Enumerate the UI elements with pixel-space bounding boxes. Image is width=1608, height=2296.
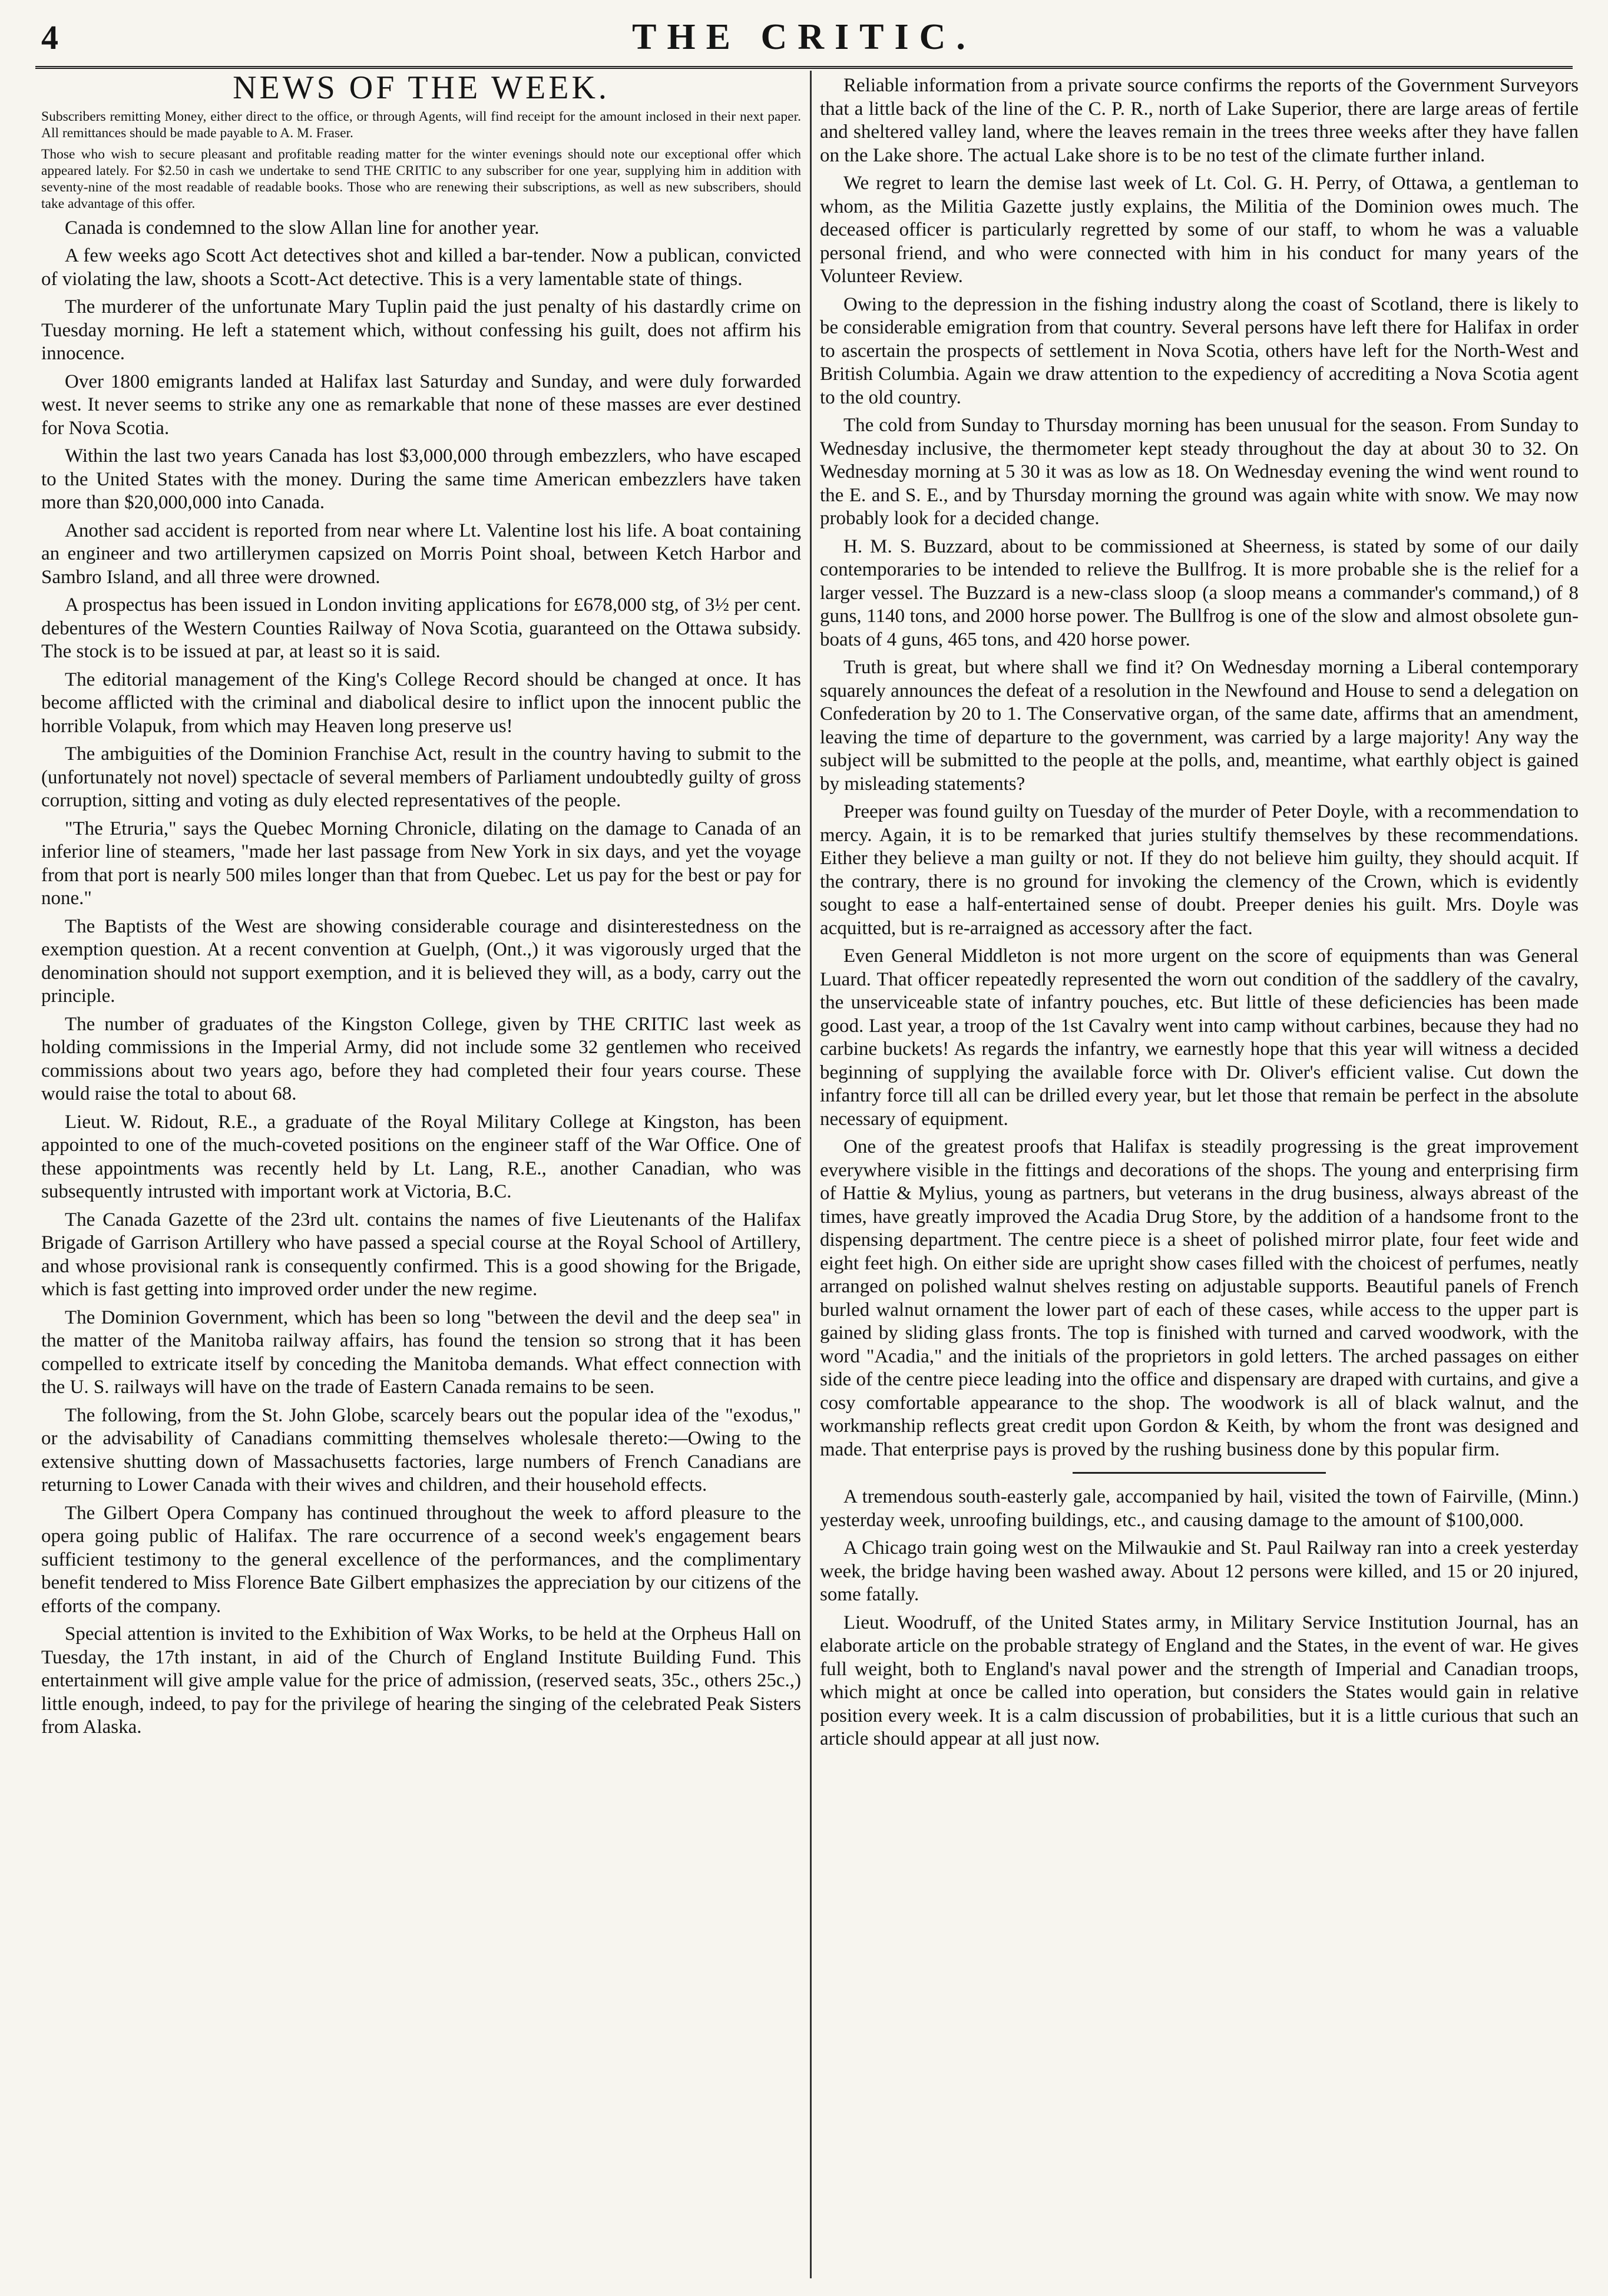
- news-item: We regret to learn the demise last week of Lt. Col. G. H. Perry, of Ottawa, a gentleman to whom, as the Militia Gazette justly explains, the Militia of the Dominion owes much. The deceased officer is particularly regretted by some of our staff, to whom he was a valuable personal friend, and who were connected with him in his conduct for many years of the Volunteer Review.: [820, 173, 1579, 287]
- news-item: Preeper was found guilty on Tuesday of the murder of Peter Doyle, with a recommendation to mercy. Again, it is to be remarked that juries stultify themselves by these recommendations. Either they believe a man guilty or not. If they do not believe him guilty, they should acquit. If the contrary, there is no ground for invoking the clemency of the Crown, which is evidently sought to ease a half-entertained sense of doubt. Preeper denies his guilt. Mrs. Doyle was acquitted, but is re-arraigned as accessory after the fact.: [820, 801, 1579, 939]
- news-item: A tremendous south-easterly gale, accompanied by hail, visited the town of Fairville, (Minn.) yesterday week, unroofing buildings, etc., and causing damage to the amount of $100,000.: [820, 1486, 1579, 1531]
- news-item: A prospectus has been issued in London inviting applications for £678,000 stg, of 3½ per cent. debentures of the Western Counties Railway of Nova Scotia, guaranteed on the Ottawa subsidy. The stock is to be issued at par, at least so it is said.: [41, 594, 801, 662]
- section-rule: [1073, 1472, 1326, 1474]
- news-item: Within the last two years Canada has lost $3,000,000 through embezzlers, who have escaped to the United States with the money. During the same time American embezzlers have taken more than $20,000,000 into Canada.: [41, 445, 801, 513]
- news-item: Reliable information from a private source confirms the reports of the Government Surveyors that a little back of the line of the C. P. R., north of Lake Superior, there are large areas of fertile and sheltered valley land, where the leaves remain in the trees three weeks after they have fallen on the Lake shore. The actual Lake shore is to be no test of the climate further inland.: [820, 75, 1579, 166]
- news-item: H. M. S. Buzzard, about to be commissioned at Sheerness, is stated by some of our daily contemporaries to be intended to relieve the Bullfrog. It is more probable she is the relief for a larger vessel. The Buzzard is a new-class sloop (a sloop means a commander's command,) of 8 guns, 1140 tons, and 2000 horse power. The Bullfrog is one of the slow and almost obsolete gun-boats of 4 guns, 465 tons, and 420 horse power.: [820, 535, 1579, 650]
- news-item: Lieut. Woodruff, of the United States army, in Military Service Institution Journal, has an elaborate article on the probable strategy of England and the States, in the event of war. He gives full weight, both to England's naval power and the strength of Imperial and Canadian troops, which might at once be called into operation, but considers the States would gain in relative position every week. It is a calm discussion of probabilities, but it is a little curious that such an article should appear at all just now.: [820, 1612, 1579, 1749]
- news-item: The editorial management of the King's College Record should be changed at once. It has become afflicted with the criminal and diabolical desire to inflict upon the innocent public the horrible Volapuk, from which may Heaven long preserve us!: [41, 669, 801, 737]
- news-item: Truth is great, but where shall we find it? On Wednesday morning a Liberal contemporary squarely announces the defeat of a resolution in the Newfound and House to send a delegation on Confederation by 20 to 1. The Conservative organ, of the same date, affirms that an amendment, leaving the time of departure to the government, was carried by a large majority! Any way the subject will be submitted to the people at the polls, and, meantime, what earthly object is gained by misleading statements?: [820, 657, 1579, 795]
- news-item: The following, from the St. John Globe, scarcely bears out the popular idea of the "exodus," or the advisability of Canadians committing themselves wholesale thereto:—Owing to the extensive shutting down of Massachusetts factories, large numbers of French Canadians are returning to Lower Canada with their wives and children, and their household effects.: [41, 1404, 801, 1496]
- news-item: Another sad accident is reported from near where Lt. Valentine lost his life. A boat containing an engineer and two artillerymen capsized on Morris Point shoal, between Ketch Harbor and Sambro Island, and all three were drowned.: [41, 520, 801, 588]
- column-divider: [810, 71, 812, 2278]
- section-title: NEWS OF THE WEEK.: [233, 70, 610, 106]
- news-item: Canada is condemned to the slow Allan line for another year.: [65, 217, 540, 239]
- page-number: 4: [41, 18, 58, 57]
- left-column: [41, 70, 801, 2272]
- notice-paragraph: Subscribers remitting Money, either direct to the office, or through Agents, will find receipt for the amount inclosed in their next paper. All remittances should be made payable to A. M. Fraser.: [41, 108, 801, 141]
- news-item: The Baptists of the West are showing considerable courage and disinterestedness on the exemption question. At a recent convention at Guelph, (Ont.,) it was vigorously urged that the denomination should not support exemption, and it is believed they will, as a body, carry out the principle.: [41, 915, 801, 1007]
- right-column: [820, 74, 1579, 2272]
- news-item: Lieut. W. Ridout, R.E., a graduate of the Royal Military College at Kingston, has been appointed to one of the much-coveted positions on the engineer staff of the War Office. One of these appointments was recently held by Lt. Lang, R.E., another Canadian, who was subsequently intrusted with important work at Victoria, B.C.: [41, 1111, 801, 1202]
- news-item: The ambiguities of the Dominion Franchise Act, result in the country having to submit to the (unfortunately not novel) spectacle of several members of Parliament undoubtedly guilty of gross corruption, sitting and voting as duly elected representatives of the people.: [41, 743, 801, 811]
- news-item: The Canada Gazette of the 23rd ult. contains the names of five Lieutenants of the Halifax Brigade of Garrison Artillery who have passed a special course at the Royal School of Artillery, and whose provisional rank is consequently confirmed. This is a good showing for the Brigade, which is fast getting into improved order under the new regime.: [41, 1209, 801, 1300]
- news-item: "The Etruria," says the Quebec Morning Chronicle, dilating on the damage to Canada of an inferior line of steamers, "made her last passage from New York in six days, and yet the voyage from that port is nearly 500 miles longer than that from Quebec. Let us pay for the best or pay for none.": [41, 818, 801, 909]
- paper-title: THE CRITIC.: [632, 17, 976, 57]
- news-item: Even General Middleton is not more urgent on the score of equipments than was General Luard. That officer repeatedly represented the worn out condition of the saddlery of the cavalry, the unserviceable state of infantry pouches, etc. But little of these deficiencies has been made good. Last year, a troop of the 1st Cavalry went into camp without carbines, because they had no carbine buckets! As regards the infantry, we earnestly hope that this year will witness a decided beginning of supplying the available force with Dr. Oliver's efficient valise. Cut down the infantry force till all can be drilled every year, but let those that remain be perfect in the absolute necessary of equipment.: [820, 945, 1579, 1130]
- page-header: [35, 13, 1573, 69]
- news-item: A Chicago train going west on the Milwaukie and St. Paul Railway ran into a creek yesterday week, the bridge having been washed away. About 12 persons were killed, and 15 or 20 injured, some fatally.: [820, 1537, 1579, 1605]
- notice-paragraph: Those who wish to secure pleasant and profitable reading matter for the winter evenings should note our exceptional offer which appeared lately. For $2.50 in cash we undertake to send THE CRITIC to any subscriber for one year, supplying him in addition with seventy-nine of the most readable of readable books. Those who are renewing their subscriptions, as well as new subscribers, should take advantage of this offer.: [41, 146, 801, 211]
- news-item: One of the greatest proofs that Halifax is steadily progressing is the great improvement everywhere visible in the fittings and decorations of the shops. The young and enterprising firm of Hattie & Mylius, young as partners, but veterans in the drug business, always abreast of the times, have greatly improved the Acadia Drug Store, by the addition of a handsome front to the dispensing department. The centre piece is a sheet of polished mirror plate, four feet wide and eight feet high. On either side are upright show cases filled with the choicest of perfumes, neatly arranged on polished walnut shelves resting on adjustable supports. Beautiful panels of French burled walnut ornament the lower part of each of these cases, while access to the upper part is gained by sliding glass fronts. The top is finished with turned and carved woodwork, with the word "Acadia," and the initials of the proprietors in gold letters. The arched passages on either side of the centre piece leading into the office and dispensary are draped with curtains, and give a cosy comfortable appearance to the shop. The woodwork is all of black walnut, and the workmanship reflects great credit upon Gordon & Keith, by whom the front was designed and made. That enterprise pays is proved by the rushing business done by this popular firm.: [820, 1136, 1579, 1460]
- news-item: The cold from Sunday to Thursday morning has been unusual for the season. From Sunday to Wednesday inclusive, the thermometer kept steady throughout the day at about 30 to 32. On Wednesday morning at 5 30 it was as low as 18. On Wednesday evening the wind went round to the E. and S. E., and by Thursday morning the ground was again white with snow. We may now probably look for a decided change.: [820, 415, 1579, 529]
- news-item: Owing to the depression in the fishing industry along the coast of Scotland, there is likely to be considerable emigration from that country. Several persons have left there for Halifax in order to ascertain the prospects of settlement in Nova Scotia, others have left for the North-West and British Columbia. Again we draw attention to the expediency of accrediting a Nova Scotia agent to the old country.: [820, 293, 1579, 408]
- news-item: The number of graduates of the Kingston College, given by THE CRITIC last week as holding commissions in the Imperial Army, did not include some 32 gentlemen who received commissions about two years ago, before they had completed their four years course. These would raise the total to about 68.: [41, 1013, 801, 1104]
- news-item: Special attention is invited to the Exhibition of Wax Works, to be held at the Orpheus Hall on Tuesday, the 17th instant, in aid of the Church of England Institute Building Fund. This entertainment will give ample value for the price of admission, (reserved seats, 35c., others 25c.,) little enough, indeed, to pay for the privilege of hearing the singing of the celebrated Peak Sisters from Alaska.: [41, 1623, 801, 1738]
- news-item: The Dominion Government, which has been so long "between the devil and the deep sea" in the matter of the Manitoba railway affairs, has found the tension so strong that it has been compelled to extricate itself by conceding the Manitoba demands. What effect connection with the U. S. railways will have on the trade of Eastern Canada remains to be seen.: [41, 1306, 801, 1398]
- news-item: Over 1800 emigrants landed at Halifax last Saturday and Sunday, and were duly forwarded west. It never seems to strike any one as remarkable that none of these masses are ever destined for Nova Scotia.: [41, 370, 801, 439]
- news-item: A few weeks ago Scott Act detectives shot and killed a bar-tender. Now a publican, convicted of violating the law, shoots a Scott-Act detective. This is a very lamentable state of things.: [41, 245, 801, 290]
- news-item: The Gilbert Opera Company has continued throughout the week to afford pleasure to the opera going public of Halifax. The rare occurrence of a second week's engagement bears sufficient testimony to the general excellence of the performances, and the complimentary benefit tendered to Miss Florence Bate Gilbert emphasizes the appreciation by our citizens of the efforts of the company.: [41, 1502, 801, 1617]
- news-item: The murderer of the unfortunate Mary Tuplin paid the just penalty of his dastardly crime on Tuesday morning. He left a statement which, without confessing his guilt, does not affirm his innocence.: [41, 296, 801, 364]
